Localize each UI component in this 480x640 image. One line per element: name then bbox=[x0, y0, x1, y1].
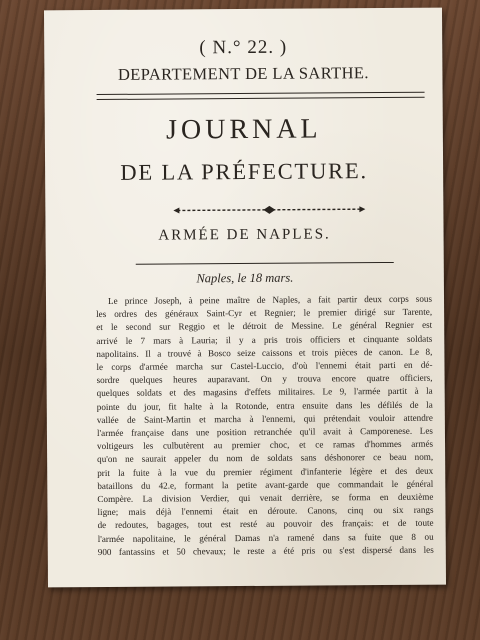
masthead-title: JOURNAL bbox=[165, 113, 322, 146]
article-line: arrivé le 7 mars à Lauria; il y a pris trois officiers et cinquante soldats bbox=[96, 333, 433, 346]
article-line: Compère. La division Verdier, qui venait derrière, se forma en deuxième bbox=[97, 491, 434, 505]
article-line: prit la fuite à la vue du premier régiment d'infanterie légère et des deux bbox=[97, 465, 434, 478]
article-line: napolitains. Il a trouvé à Bosco seize caissons et trois pièces de canon. Le 8, bbox=[96, 346, 433, 359]
article-body bbox=[96, 293, 434, 559]
article-line: de redoutes, bagages, tout est resté au pouvoir des français: et de toute bbox=[97, 518, 434, 531]
article-line: l'armée française dans une position retranchée qu'il avait à Camporenese. Les bbox=[96, 425, 433, 439]
issue-number: ( N.° 22. ) bbox=[199, 36, 288, 59]
article-line: vallée de Saint-Martin et marcha à l'ennemi, qui prétendait vouloir attendre bbox=[96, 412, 433, 425]
section-heading: ARMÉE DE NAPLES. bbox=[158, 226, 331, 244]
department-heading: DEPARTEMENT DE LA SARTHE. bbox=[117, 63, 369, 84]
article-line: le corps d'armée marcha sur Castel-Luccio, d'où l'ennemi était parti en dé- bbox=[96, 359, 433, 373]
article-line: ligne; mais déjà l'ennemi était en déroute. Canons, cinq ou six rangs bbox=[97, 504, 434, 518]
article-line: bataillons du 42.e, formant la petite avant-garde que commandait le général bbox=[97, 478, 434, 491]
double-rule-divider bbox=[97, 92, 425, 100]
newspaper-page bbox=[44, 8, 446, 588]
article-line: voltigeurs les culbutèrent au premier choc, et ce ramas d'hommes armés bbox=[97, 438, 434, 452]
masthead-subtitle: DE LA PRÉFECTURE. bbox=[120, 158, 368, 185]
ornamental-rule bbox=[173, 204, 365, 215]
article-line: qu'on ne saurait appeler du nom de soldats sans déshonorer ce beau nom, bbox=[97, 452, 434, 465]
article-line: Le prince Joseph, à peine maître de Naples, a fait partir deux corps sous bbox=[107, 293, 433, 306]
article-line: et le second sur Reggio et le détroit de Messine. Le général Regnier est bbox=[96, 320, 433, 333]
article-line: pointe du jour, fit halte à la Rotonde, entra ensuite dans les défilés de la bbox=[96, 399, 433, 412]
article-line: quelques soldats et des magasins d'effets militaires. Le 9, l'armée partit à la bbox=[96, 386, 433, 399]
dateline: Naples, le 18 mars. bbox=[196, 270, 294, 286]
article-line: les ordres des généraux Saint-Cyr et Regnier; le premier dirigé sur Tarente, bbox=[96, 306, 433, 320]
article-line: l'armée napolitaine, le général Damas n'a ramené dans sa fuite que 8 ou bbox=[97, 531, 434, 544]
article-line: 900 fantassins et 50 chevaux; le reste a été pris ou s'est dispersé dans les bbox=[97, 544, 434, 557]
article-line: sordre quelques heures auparavant. On y trouva encore quatre officiers, bbox=[96, 372, 433, 386]
single-rule-divider bbox=[136, 262, 394, 265]
